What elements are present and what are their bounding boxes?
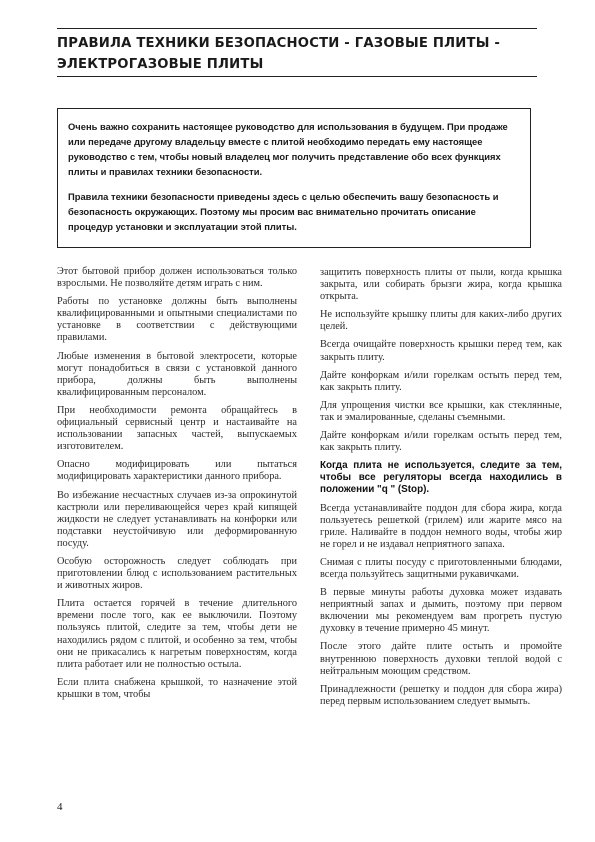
right-paragraph: защитить поверхность плиты от пыли, когда крышка закрыта, или собирать брызги жира, когда крышка открыта. [320, 267, 562, 303]
right-paragraph: В первые минуты работы духовка может издавать неприятный запах и дымить, поэтому при первом включении мы рекомендуем вам прогреть пустую духовку в течение примерно 45 минут. [320, 587, 562, 635]
right-paragraph: Не используйте крышку плиты для каких-либо других целей. [320, 309, 562, 333]
right-paragraph: Для упрощения чистки все крышки, как стеклянные, так и эмалированные, сделаны съемными. [320, 399, 562, 423]
left-paragraph: Во избежание несчастных случаев из-за опрокинутой кастрюли или переливающейся через край кипящей жидкости не следует устанавливать на конфорки или подставки неустойчивую или деформированную посуду. [57, 489, 297, 549]
notice-paragraph: Правила техники безопасности приведены здесь с целью обеспечить вашу безопасность и безопасность окружающих. Поэтому мы просим вас внимательно прочитать описание процедур установки и эксплуатации этой плиты. [68, 191, 499, 232]
right-paragraph: Снимая с плиты посуду с приготовленными блюдами, всегда пользуйтесь защитными рукавичками. [320, 556, 562, 580]
left-paragraph: Плита остается горячей в течение длительного времени после того, как ее выключили. Поэтому пользуясь плитой, следите за тем, чтобы дети не находились рядом с плитой, и особенно за тем, чтобы они не прикасались к нагретым поверхностям, когда плита работает или не полностью остыла. [57, 598, 297, 670]
left-paragraph: Опасно модифицировать или пытаться модифицировать характеристики данного прибора. [57, 459, 297, 483]
left-paragraph: При необходимости ремонта обращайтесь в официальный сервисный центр и настаивайте на использовании запасных частей, выпускаемых изготовителем. [57, 404, 297, 453]
important-notice-box [57, 108, 531, 248]
right-text-column [320, 267, 562, 714]
title-top-rule [57, 28, 537, 29]
title-line-2: ЭЛЕКТРОГАЗОВЫЕ ПЛИТЫ [57, 57, 264, 72]
page-number: 4 [57, 801, 63, 813]
left-paragraph: Особую осторожность следует соблюдать при приготовлении блюд с использованием растительных и животных жиров. [57, 555, 297, 592]
right-paragraph: Всегда очищайте поверхность крышки перед тем, как закрыть плиту. [320, 339, 562, 363]
right-paragraph: После этого дайте плите остыть и промойте внутреннюю поверхность духовки теплой водой с нейтральным моющим средством. [320, 641, 562, 677]
right-paragraph: Принадлежности (решетку и поддон для сбора жира) перед первым использованием следует вымыть. [320, 683, 562, 707]
page-title [57, 33, 537, 75]
left-paragraph: Любые изменения в бытовой электросети, которые могут понадобиться в связи с установкой данного прибора, должны быть выполнены квалифицированным персоналом. [57, 350, 297, 398]
right-paragraph: Дайте конфоркам и/или горелкам остыть перед тем, как закрыть плиту. [320, 430, 562, 454]
left-paragraph: Этот бытовой прибор должен использоваться только взрослыми. Не позволяйте детям играть с ним. [57, 266, 297, 290]
right-paragraph: Дайте конфоркам и/или горелкам остыть перед тем, как закрыть плиту. [320, 369, 562, 393]
left-text-column [57, 266, 297, 707]
title-line-1: ПРАВИЛА ТЕХНИКИ БЕЗОПАСНОСТИ - ГАЗОВЫЕ ПЛИТЫ - [57, 36, 501, 51]
right-paragraph-bold: Когда плита не используется, следите за тем, чтобы все регуляторы всегда находились в положении "q " (Stop). [320, 460, 562, 496]
right-paragraph: Всегда устанавливайте поддон для сбора жира, когда пользуетесь решеткой (грилем) или жарите мясо на гриле. Наливайте в поддон немного воды, чтобы жир не горел и не издавал неприятного запаха. [320, 502, 562, 550]
left-paragraph: Работы по установке должны быть выполнены квалифицированными и опытными специалистами по установке в соответствии с действующими правилами. [57, 296, 297, 344]
notice-paragraph: Очень важно сохранить настоящее руководство для использования в будущем. При продаже или передаче другому владельцу вместе с плитой необходимо передать ему настоящее руководство с тем, чтобы новый владелец мог получить представление обо всех функциях плиты и правилах техники безопасности. [68, 121, 508, 177]
title-bottom-rule [57, 76, 537, 77]
left-paragraph: Если плита снабжена крышкой, то назначение этой крышки в том, чтобы [57, 676, 297, 700]
